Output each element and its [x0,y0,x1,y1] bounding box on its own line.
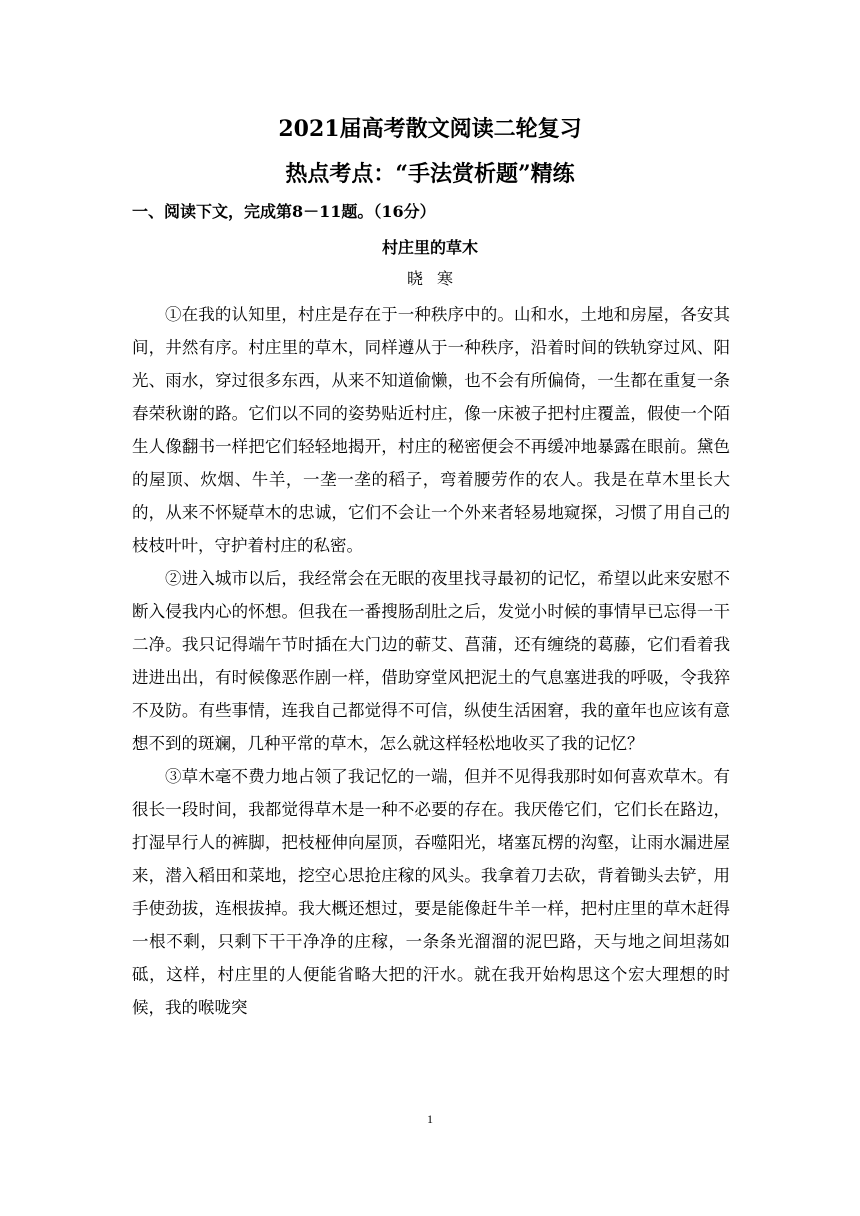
paragraph-2: ②进入城市以后，我经常会在无眠的夜里找寻最初的记忆，希望以此来安慰不断入侵我内心的怀想。但我在一番搜肠刮肚之后，发觉小时候的事情早已忘得一干二净。我只记得端午节时插在大门边的蕲艾、菖蒲，还有缠绕的葛藤，它们看着我进进出出，有时候像恶作剧一样，借助穿堂风把泥土的气息塞进我的呼吸，令我猝不及防。有些事情，连我自己都觉得不可信，纵使生活困窘，我的童年也应该有意想不到的斑斓，几种平常的草木，怎么就这样轻松地收买了我的记忆？ [132,569,730,753]
document-title: 2021届高考散文阅读二轮复习 [278,116,582,142]
article-author: 晓寒 [406,269,467,288]
page-number: 1 [427,1112,433,1126]
article-body [132,298,730,1024]
article-title: 村庄里的草木 [381,238,478,257]
document-subtitle: 热点考点：“手法赏析题”精练 [285,161,575,187]
paragraph-1: ①在我的认知里，村庄是存在于一种秩序中的。山和水，土地和房屋，各安其间，井然有序。村庄里的草木，同样遵从于一种秩序，沿着时间的铁轨穿过风、阳光、雨水，穿过很多东西，从来不知道偷懒，也不会有所偏倚，一生都在重复一条春荣秋谢的路。它们以不同的姿势贴近村庄，像一床被子把村庄覆盖，假使一个陌生人像翻书一样把它们轻轻地揭开，村庄的秘密便会不再缓冲地暴露在眼前。黛色的屋顶、炊烟、牛羊，一垄一垄的稻子，弯着腰劳作的农人。我是在草木里长大的，从来不怀疑草木的忠诚，它们不会让一个外来者轻易地窥探，习惯了用自己的枝枝叶叶，守护着村庄的私密。 [132,305,730,555]
paragraph-3: ③草木毫不费力地占领了我记忆的一端，但并不见得我那时如何喜欢草木。有很长一段时间，我都觉得草木是一种不必要的存在。我厌倦它们，它们长在路边，打湿早行人的裤脚，把枝桠伸向屋顶，吞噬阳光，堵塞瓦楞的沟壑，让雨水漏进屋来，潜入稻田和菜地，挖空心思抢庄稼的风头。我拿着刀去砍，背着锄头去铲，用手使劲拔，连根拔掉。我大概还想过，要是能像赶牛羊一样，把村庄里的草木赶得一根不剩，只剩下干干净净的庄稼，一条条光溜溜的泥巴路，天与地之间坦荡如砥，这样，村庄里的人便能省略大把的汗水。就在我开始构思这个宏大理想的时候，我的喉咙突 [132,767,730,1017]
section-heading: 一、阅读下文，完成第8－11题。（16分） [132,202,436,221]
